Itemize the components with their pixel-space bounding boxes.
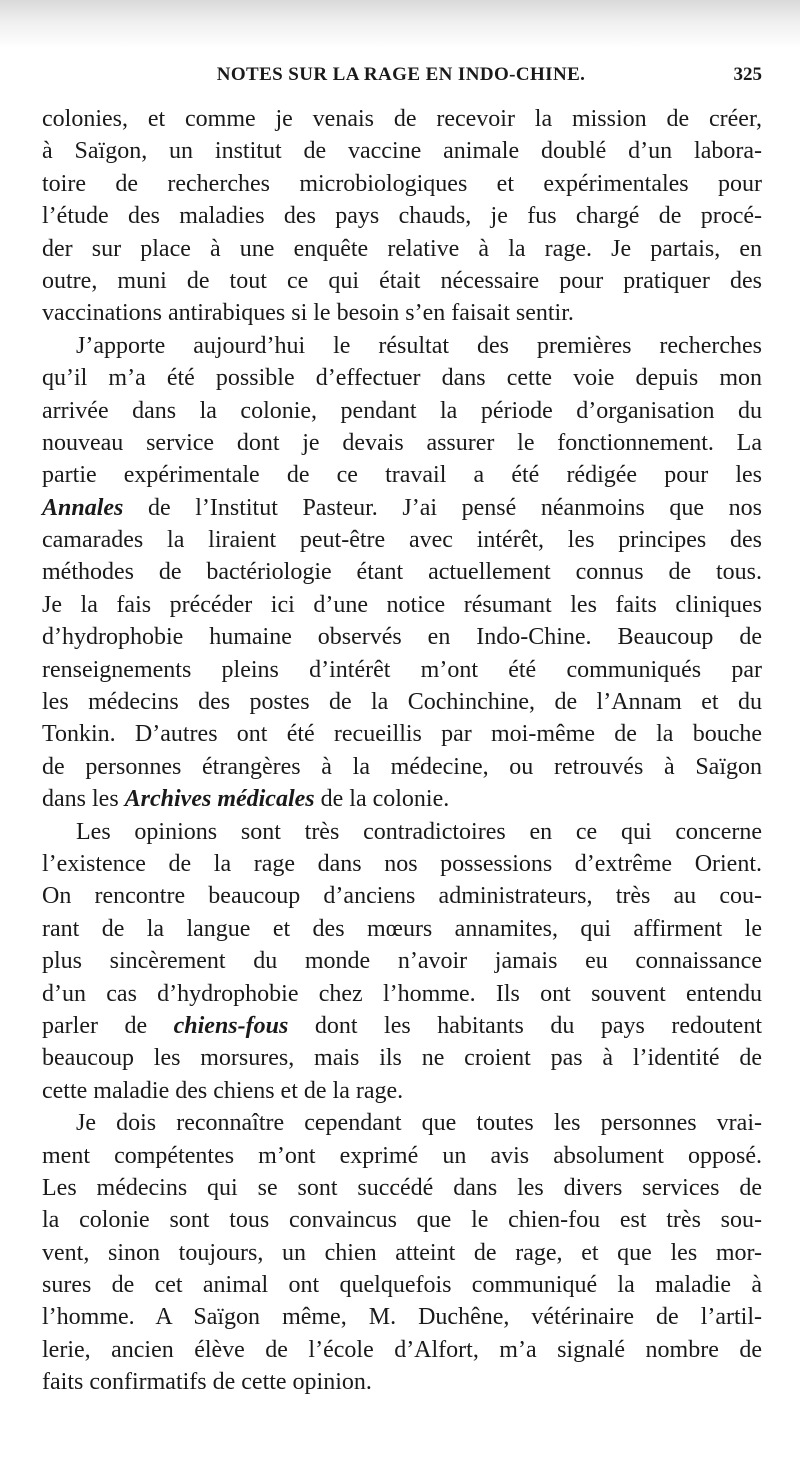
- text-line: ment compétentes m’ont exprimé un avis absolument opposé.: [42, 1142, 762, 1169]
- text-line: beaucoup les morsures, mais ils ne croient pas à l’identité de: [42, 1045, 762, 1072]
- text-line: la colonie sont tous convaincus que le chien-fou est très sou-: [42, 1207, 762, 1234]
- text-line: Tonkin. D’autres ont été recueillis par moi-même de la bouche: [42, 721, 762, 748]
- text-line: à Saïgon, un institut de vaccine animale doublé d’un labora-: [42, 138, 762, 165]
- scan-top-shadow: [0, 0, 800, 48]
- text-line: partie expérimentale de ce travail a été rédigée pour les: [42, 462, 762, 489]
- text-line: de personnes étrangères à la médecine, ou retrouvés à Saïgon: [42, 753, 762, 780]
- text-line: arrivée dans la colonie, pendant la période d’organisation du: [42, 397, 762, 424]
- italic-text: chiens-fous: [173, 1012, 289, 1039]
- text-line: On rencontre beaucoup d’anciens administrateurs, très au cou-: [42, 883, 762, 910]
- text-line: rant de la langue et des mœurs annamites, qui affirment le: [42, 915, 762, 942]
- text-line: der sur place à une enquête relative à la rage. Je partais, en: [42, 235, 762, 262]
- text-line: Je la fais précéder ici d’une notice résumant les faits cliniques: [42, 591, 762, 618]
- italic-text: Archives médicales: [124, 786, 315, 813]
- text-line: d’un cas d’hydrophobie chez l’homme. Ils ont souvent entendu: [42, 980, 762, 1007]
- text-line: [42, 492, 762, 524]
- text-line: l’étude des maladies des pays chauds, je fus chargé de procé-: [42, 203, 762, 230]
- text-line: camarades la liraient peut-être avec intérêt, les principes des: [42, 527, 762, 554]
- text-line: [42, 783, 762, 815]
- text-line: toire de recherches microbiologiques et expérimentales pour: [42, 170, 762, 197]
- text-line: colonies, et comme je venais de recevoir la mission de créer,: [42, 106, 762, 132]
- text-line: cette maladie des chiens et de la rage.: [42, 1077, 404, 1104]
- text-line: faits confirmatifs de cette opinion.: [42, 1369, 372, 1396]
- text-line: lerie, ancien élève de l’école d’Alfort, m’a signalé nombre de: [42, 1336, 762, 1363]
- text-line: nouveau service dont je devais assurer le fonctionnement. La: [42, 429, 762, 456]
- text-line: l’homme. A Saïgon même, M. Duchêne, vétérinaire de l’artil-: [42, 1304, 762, 1331]
- body-text: [42, 103, 762, 1399]
- text-line: l’existence de la rage dans nos possessions d’extrême Orient.: [42, 850, 762, 877]
- text-line: renseignements pleins d’intérêt m’ont été communiqués par: [42, 656, 762, 683]
- text-line: d’hydrophobie humaine observés en Indo-Chine. Beaucoup de: [42, 624, 762, 651]
- text-segment: parler de: [42, 1012, 174, 1039]
- text-line: J’apporte aujourd’hui le résultat des premières recherches: [76, 332, 762, 359]
- text-segment: de la colonie.: [314, 786, 450, 813]
- page-number: 325: [733, 64, 762, 85]
- text-line: les médecins des postes de la Cochinchine, de l’Annam et du: [42, 689, 762, 716]
- text-line: méthodes de bactériologie étant actuellement connus de tous.: [42, 559, 762, 586]
- text-segment: dans les: [42, 786, 125, 813]
- text-line: sures de cet animal ont quelquefois communiqué la maladie à: [42, 1272, 762, 1299]
- text-line: Les médecins qui se sont succédé dans les divers services de: [42, 1174, 762, 1201]
- text-line: plus sincèrement du monde n’avoir jamais eu connaissance: [42, 948, 762, 975]
- text-line: outre, muni de tout ce qui était nécessaire pour pratiquer des: [42, 267, 762, 294]
- text-line: Les opinions sont très contradictoires en ce qui concerne: [76, 818, 762, 845]
- text-line: vent, sinon toujours, un chien atteint de rage, et que les mor-: [42, 1239, 762, 1266]
- text-line: [42, 1010, 762, 1042]
- text-segment: dont les habitants du pays redoutent: [288, 1012, 762, 1039]
- running-title: NOTES SUR LA RAGE EN INDO-CHINE.: [216, 64, 586, 85]
- running-head: [40, 64, 762, 90]
- text-line: Je dois reconnaître cependant que toutes les personnes vrai-: [76, 1110, 762, 1137]
- italic-text: Annales: [42, 494, 124, 521]
- text-segment: de l’Institut Pasteur. J’ai pensé néanmoins que nos: [123, 494, 762, 521]
- text-line: qu’il m’a été possible d’effectuer dans cette voie depuis mon: [42, 365, 762, 392]
- text-line: vaccinations antirabiques si le besoin s’en faisait sentir.: [42, 300, 574, 327]
